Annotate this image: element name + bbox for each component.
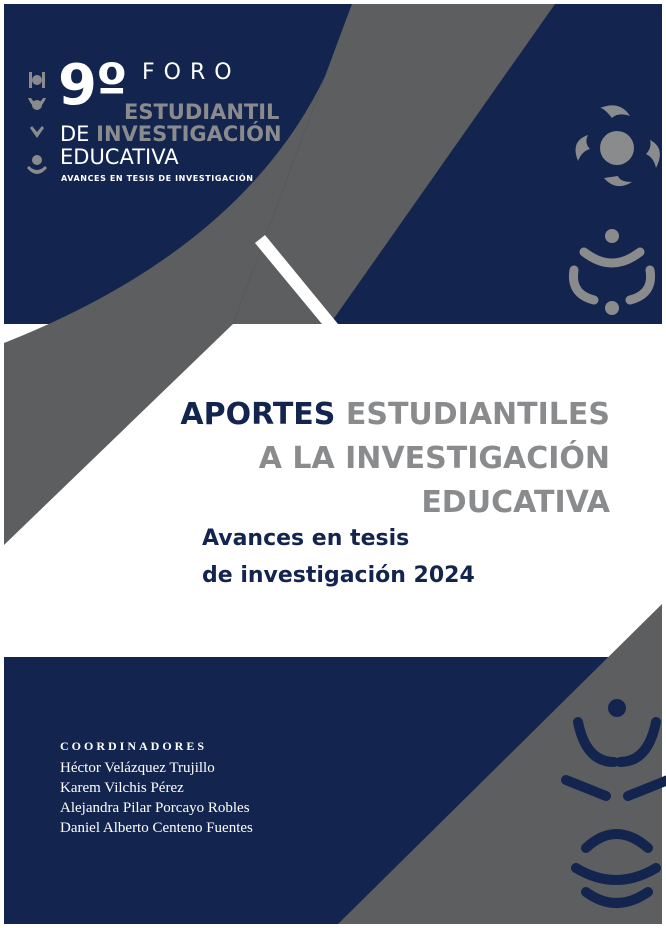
forum-subtitle: AVANCES EN TESIS DE INVESTIGACIÓN	[61, 174, 254, 183]
forum-name-line2-prefix: DE	[60, 122, 90, 146]
forum-word: FORO	[142, 60, 241, 85]
forum-number: 9º	[58, 53, 127, 118]
coordinators-label: COORDINADORES	[60, 739, 208, 753]
coordinator-name: Héctor Velázquez Trujillo	[60, 760, 215, 776]
coordinator-name: Alejandra Pilar Porcayo Robles	[60, 800, 250, 816]
coordinator-name: Karem Vilchis Pérez	[60, 780, 184, 796]
title-line1	[180, 397, 610, 432]
coordinator-name: Daniel Alberto Centeno Fuentes	[60, 820, 253, 836]
forum-name-line3: EDUCATIVA	[60, 145, 179, 169]
title-rest: ESTUDIANTILES	[345, 397, 610, 432]
forum-name-line1: ESTUDIANTIL	[124, 100, 280, 124]
title-accent: APORTES	[180, 397, 336, 432]
title-line3: EDUCATIVA	[421, 485, 610, 520]
subtitle-line2: de investigación 2024	[202, 563, 475, 588]
forum-name-line2	[60, 124, 282, 145]
forum-name-line2-bold: INVESTIGACIÓN	[96, 122, 282, 146]
title-line2: A LA INVESTIGACIÓN	[258, 441, 610, 476]
subtitle-line1: Avances en tesis	[202, 526, 410, 551]
